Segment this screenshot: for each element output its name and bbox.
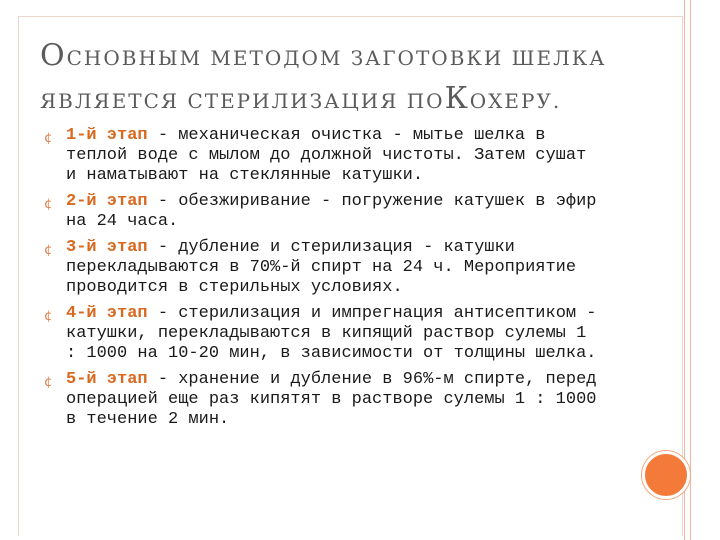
- list-item: [44, 126, 604, 186]
- stage-label: 2-й этап: [66, 192, 148, 211]
- stage-text: - дубление и стерилизация - катушки перекладываются в 70%-й спирт на 24 ч. Мероприятие проводится в стерильных условиях.: [66, 238, 577, 297]
- stage-text: - механическая очистка - мытье шелка в теплой воде с мылом до должной чистоты. Затем сушат и наматывают на стеклянные катушки.: [66, 126, 587, 185]
- list-item: [44, 304, 604, 364]
- stage-text: - стерилизация и импрегнация антисептиком - катушки, перекладываются в кипящий раствор сулемы 1 : 1000 на 10-20 мин, в зависимости от толщины шелка.: [66, 304, 597, 363]
- title-line-2-text: ЯВЛЯЕТСЯ СТЕРИЛИЗАЦИЯ ПО: [40, 89, 445, 113]
- stage-text: - обезжиривание - погружение катушек в эфир на 24 часа.: [66, 192, 597, 231]
- decor-circle-icon: [642, 451, 690, 499]
- bullet-icon: ¢: [44, 375, 53, 390]
- title-initial: О: [40, 38, 67, 73]
- slide-title: [40, 36, 660, 122]
- bullet-icon: ¢: [44, 309, 53, 324]
- list-item: [44, 370, 604, 430]
- bullet-icon: ¢: [44, 197, 53, 212]
- bullet-icon: ¢: [44, 243, 53, 258]
- bullet-list: [44, 126, 604, 436]
- stage-label: 5-й этап: [66, 370, 148, 389]
- stage-label: 1-й этап: [66, 126, 148, 145]
- title-line-1: [40, 36, 660, 79]
- title-line-2: [40, 79, 660, 122]
- title-line-1-text: СНОВНЫМ МЕТОДОМ ЗАГОТОВКИ ШЕЛКА: [66, 46, 607, 70]
- list-item: [44, 238, 604, 298]
- stage-label: 3-й этап: [66, 238, 148, 257]
- stage-label: 4-й этап: [66, 304, 148, 323]
- list-item: [44, 192, 604, 232]
- title-initial-k: К: [444, 81, 470, 116]
- decor-line: [690, 0, 691, 540]
- bullet-icon: ¢: [44, 131, 53, 146]
- title-line-2-end: ОХЕРУ.: [469, 89, 562, 113]
- stage-text: - хранение и дубление в 96%-м спирте, перед операцией еще раз кипятят в растворе сулемы 1 : 1000 в течение 2 мин.: [66, 370, 597, 429]
